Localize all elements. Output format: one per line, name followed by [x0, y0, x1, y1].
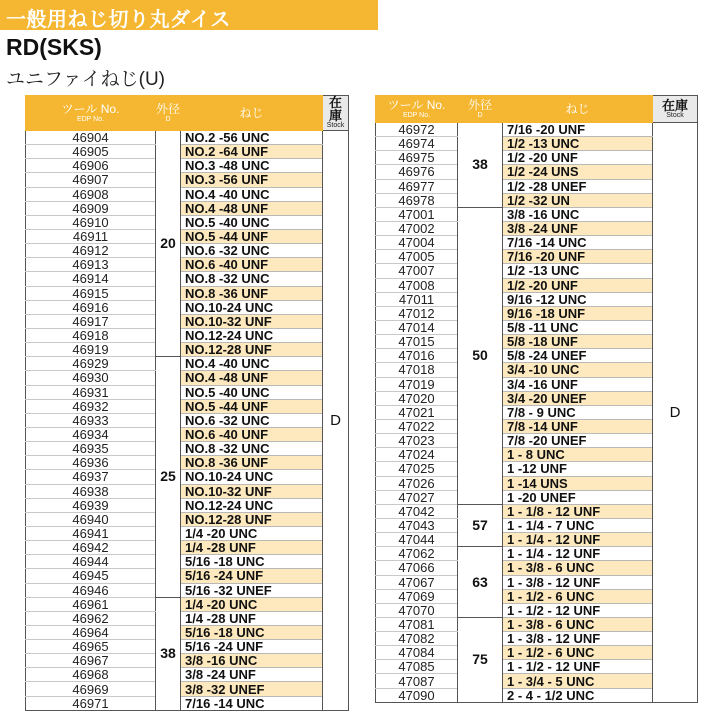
thread-spec: 1 - 1/4 - 12 UNF [503, 533, 653, 547]
thread-spec: NO.3 -56 UNF [181, 173, 323, 187]
table-row [26, 173, 349, 187]
edp-number: 46939 [26, 498, 156, 512]
thread-spec: NO.8 -32 UNC [181, 442, 323, 456]
spec-table-left [25, 95, 349, 711]
thread-spec: NO.10-32 UNF [181, 314, 323, 328]
edp-number: 47026 [376, 476, 458, 490]
thread-spec: 3/4 -16 UNF [503, 377, 653, 391]
diameter-value: 63 [458, 547, 503, 618]
banner-title: 一般用ねじ切り丸ダイス [6, 9, 231, 31]
edp-number: 46946 [26, 583, 156, 597]
edp-number: 47004 [376, 236, 458, 250]
table-row [376, 547, 698, 561]
table-row [376, 179, 698, 193]
edp-number: 46968 [26, 668, 156, 682]
table-row [26, 244, 349, 258]
edp-number: 47081 [376, 617, 458, 631]
thread-spec: 1 - 1/4 - 7 UNC [503, 518, 653, 532]
thread-spec: NO.10-32 UNF [181, 484, 323, 498]
table-row [26, 159, 349, 173]
table-row [376, 688, 698, 702]
table-row [376, 193, 698, 207]
table-row [376, 165, 698, 179]
edp-number: 46976 [376, 165, 458, 179]
edp-number: 46961 [26, 597, 156, 611]
edp-number: 46904 [26, 131, 156, 145]
edp-number: 47069 [376, 589, 458, 603]
table-row [376, 575, 698, 589]
edp-number: 46936 [26, 456, 156, 470]
table-row [26, 229, 349, 243]
thread-spec: 3/4 -10 UNC [503, 363, 653, 377]
thread-spec: 1/2 -20 UNF [503, 151, 653, 165]
edp-number: 46945 [26, 569, 156, 583]
edp-number: 47067 [376, 575, 458, 589]
table-row [376, 533, 698, 547]
edp-number: 46913 [26, 258, 156, 272]
edp-number: 47008 [376, 278, 458, 292]
edp-number: 46964 [26, 625, 156, 639]
thread-spec: 5/8 -18 UNF [503, 335, 653, 349]
edp-number: 46967 [26, 654, 156, 668]
edp-number: 47002 [376, 221, 458, 235]
thread-spec: 3/8 -24 UNF [503, 221, 653, 235]
thread-spec: 7/16 -14 UNC [181, 696, 323, 710]
edp-number: 47021 [376, 405, 458, 419]
thread-spec: NO.6 -32 UNC [181, 244, 323, 258]
thread-spec: NO.8 -36 UNF [181, 286, 323, 300]
edp-number: 47044 [376, 533, 458, 547]
edp-number: 46962 [26, 611, 156, 625]
table-row [376, 674, 698, 688]
table-row [376, 518, 698, 532]
edp-number: 47082 [376, 632, 458, 646]
table-row [376, 589, 698, 603]
diameter-value: 38 [156, 597, 181, 710]
thread-spec: 1 - 3/4 - 5 UNC [503, 674, 653, 688]
thread-spec: 7/8 - 9 UNC [503, 405, 653, 419]
table-row [376, 490, 698, 504]
edp-number: 46965 [26, 640, 156, 654]
table-row [26, 456, 349, 470]
table-row [26, 442, 349, 456]
thread-spec: NO.6 -40 UNF [181, 258, 323, 272]
table-row [376, 363, 698, 377]
table-row [376, 335, 698, 349]
thread-spec: 1/2 -20 UNF [503, 278, 653, 292]
thread-spec: 1/2 -32 UN [503, 193, 653, 207]
edp-number: 47012 [376, 306, 458, 320]
thread-spec: 1/4 -28 UNF [181, 541, 323, 555]
edp-number: 47025 [376, 462, 458, 476]
edp-number: 46942 [26, 541, 156, 555]
edp-number: 47023 [376, 434, 458, 448]
thread-spec: 1 - 1/2 - 6 UNC [503, 589, 653, 603]
thread-spec: 7/16 -20 UNF [503, 123, 653, 137]
table-row [376, 320, 698, 334]
thread-spec: 3/8 -32 UNEF [181, 682, 323, 696]
thread-spec: 1/2 -13 UNC [503, 264, 653, 278]
table-row [376, 434, 698, 448]
edp-number: 46937 [26, 470, 156, 484]
table-row [26, 131, 349, 145]
table-row [26, 215, 349, 229]
column-header-thread: ねじ [181, 96, 323, 131]
diameter-value: 75 [458, 617, 503, 702]
thread-spec: 1/4 -28 UNF [181, 611, 323, 625]
edp-number: 47024 [376, 448, 458, 462]
table-row [26, 526, 349, 540]
column-header-edp: ツール No. EDP No. [26, 96, 156, 131]
table-row [376, 561, 698, 575]
table-row [376, 137, 698, 151]
thread-spec: NO.3 -48 UNC [181, 159, 323, 173]
table-row [26, 668, 349, 682]
thread-spec: NO.12-24 UNC [181, 498, 323, 512]
table-row [26, 597, 349, 611]
edp-number: 47018 [376, 363, 458, 377]
edp-number: 47085 [376, 660, 458, 674]
table-row [26, 328, 349, 342]
table-row [26, 625, 349, 639]
edp-number: 46910 [26, 215, 156, 229]
thread-spec: 5/16 -24 UNF [181, 640, 323, 654]
edp-number: 46917 [26, 314, 156, 328]
table-row [26, 498, 349, 512]
thread-spec: NO.12-28 UNF [181, 512, 323, 526]
thread-spec: 3/8 -24 UNF [181, 668, 323, 682]
table-row [376, 419, 698, 433]
thread-spec: NO.8 -32 UNC [181, 272, 323, 286]
edp-number: 47016 [376, 349, 458, 363]
table-row [376, 264, 698, 278]
table-row [376, 306, 698, 320]
diameter-value: 38 [458, 123, 503, 208]
thread-spec: 9/16 -18 UNF [503, 306, 653, 320]
table-row [376, 405, 698, 419]
edp-number: 46975 [376, 151, 458, 165]
diameter-value: 20 [156, 131, 181, 357]
thread-spec: 1 -20 UNEF [503, 490, 653, 504]
thread-spec: 2 - 4 - 1/2 UNC [503, 688, 653, 702]
table-row [376, 391, 698, 405]
table-row [376, 123, 698, 137]
column-header-edp: ツール No. EDP No. [376, 96, 458, 123]
edp-number: 46932 [26, 399, 156, 413]
edp-number: 47066 [376, 561, 458, 575]
edp-number: 47062 [376, 547, 458, 561]
table-row [26, 427, 349, 441]
table-row [26, 696, 349, 710]
table-row [26, 187, 349, 201]
edp-number: 47005 [376, 250, 458, 264]
table-row [376, 278, 698, 292]
edp-number: 46905 [26, 145, 156, 159]
table-row [26, 640, 349, 654]
edp-number: 46971 [26, 696, 156, 710]
thread-spec: 7/16 -14 UNC [503, 236, 653, 250]
table-row [26, 357, 349, 371]
diameter-value: 50 [458, 207, 503, 504]
table-row [26, 541, 349, 555]
edp-number: 46938 [26, 484, 156, 498]
edp-number: 46933 [26, 413, 156, 427]
edp-number: 47007 [376, 264, 458, 278]
table-row [26, 654, 349, 668]
thread-spec: 1/4 -20 UNC [181, 526, 323, 540]
stock-status: D [323, 131, 349, 711]
thread-spec: NO.4 -40 UNC [181, 357, 323, 371]
thread-spec: 1 - 3/8 - 6 UNC [503, 617, 653, 631]
edp-number: 46978 [376, 193, 458, 207]
thread-spec: 7/8 -20 UNEF [503, 434, 653, 448]
table-row [376, 349, 698, 363]
thread-spec: 1 - 8 UNC [503, 448, 653, 462]
table-row [26, 314, 349, 328]
product-model: RD(SKS) [6, 34, 102, 60]
thread-spec: NO.12-28 UNF [181, 343, 323, 357]
thread-spec: 9/16 -12 UNC [503, 292, 653, 306]
thread-spec: NO.2 -56 UNC [181, 131, 323, 145]
edp-number: 46914 [26, 272, 156, 286]
stock-status: D [653, 123, 698, 703]
table-row [26, 470, 349, 484]
thread-spec: 7/8 -14 UNF [503, 419, 653, 433]
thread-spec: NO.6 -40 UNF [181, 427, 323, 441]
thread-spec: 1 - 3/8 - 12 UNF [503, 632, 653, 646]
table-row [376, 646, 698, 660]
table-row [376, 462, 698, 476]
table-row [26, 484, 349, 498]
edp-number: 47020 [376, 391, 458, 405]
edp-number: 46931 [26, 385, 156, 399]
edp-number: 46908 [26, 187, 156, 201]
table-row [26, 371, 349, 385]
column-header-diameter: 外径 D [458, 96, 503, 123]
thread-spec: 3/4 -20 UNEF [503, 391, 653, 405]
edp-number: 46944 [26, 555, 156, 569]
table-row [26, 413, 349, 427]
edp-number: 47087 [376, 674, 458, 688]
edp-number: 47015 [376, 335, 458, 349]
edp-number: 46906 [26, 159, 156, 173]
thread-spec: NO.2 -64 UNF [181, 145, 323, 159]
thread-spec: NO.5 -40 UNC [181, 385, 323, 399]
edp-number: 47014 [376, 320, 458, 334]
edp-number: 46935 [26, 442, 156, 456]
thread-spec: 5/8 -11 UNC [503, 320, 653, 334]
table-row [376, 151, 698, 165]
spec-table-right [375, 95, 698, 703]
edp-number: 47070 [376, 603, 458, 617]
diameter-value: 25 [156, 357, 181, 597]
product-category: ユニファイねじ(U) [6, 69, 165, 90]
table-row [26, 611, 349, 625]
edp-number: 46941 [26, 526, 156, 540]
table-row [376, 660, 698, 674]
thread-spec: 5/8 -24 UNEF [503, 349, 653, 363]
table-row [376, 504, 698, 518]
thread-spec: 1/2 -13 UNC [503, 137, 653, 151]
thread-spec: 1 - 1/2 - 12 UNF [503, 660, 653, 674]
thread-spec: NO.10-24 UNC [181, 470, 323, 484]
thread-spec: 5/16 -24 UNF [181, 569, 323, 583]
thread-spec: 1 - 3/8 - 12 UNF [503, 575, 653, 589]
edp-number: 46972 [376, 123, 458, 137]
thread-spec: NO.5 -44 UNF [181, 229, 323, 243]
thread-spec: 1/4 -20 UNC [181, 597, 323, 611]
thread-spec: 5/16 -32 UNEF [181, 583, 323, 597]
table-row [26, 300, 349, 314]
thread-spec: NO.4 -48 UNF [181, 371, 323, 385]
edp-number: 46930 [26, 371, 156, 385]
edp-number: 46974 [376, 137, 458, 151]
thread-spec: NO.5 -40 UNC [181, 215, 323, 229]
table-row [26, 201, 349, 215]
table-row [376, 617, 698, 631]
edp-number: 47027 [376, 490, 458, 504]
column-header-thread: ねじ [503, 96, 653, 123]
thread-spec: 1 - 1/4 - 12 UNF [503, 547, 653, 561]
edp-number: 46909 [26, 201, 156, 215]
edp-number: 46915 [26, 286, 156, 300]
edp-number: 47019 [376, 377, 458, 391]
table-row [26, 682, 349, 696]
thread-spec: 1 - 1/2 - 6 UNC [503, 646, 653, 660]
column-header-stock: 在庫 Stock [323, 96, 349, 131]
column-header-stock: 在庫 Stock [653, 96, 698, 123]
table-row [26, 385, 349, 399]
thread-spec: NO.12-24 UNC [181, 328, 323, 342]
thread-spec: 5/16 -18 UNC [181, 555, 323, 569]
table-row [376, 476, 698, 490]
edp-number: 46911 [26, 229, 156, 243]
edp-number: 46934 [26, 427, 156, 441]
table-row [376, 221, 698, 235]
thread-spec: NO.6 -32 UNC [181, 413, 323, 427]
thread-spec: 3/8 -16 UNC [181, 654, 323, 668]
edp-number: 46916 [26, 300, 156, 314]
table-row [376, 250, 698, 264]
table-row [26, 512, 349, 526]
table-row [26, 145, 349, 159]
table-row [26, 555, 349, 569]
edp-number: 47043 [376, 518, 458, 532]
diameter-value: 57 [458, 504, 503, 546]
edp-number: 46977 [376, 179, 458, 193]
edp-number: 47011 [376, 292, 458, 306]
edp-number: 47042 [376, 504, 458, 518]
edp-number: 46919 [26, 343, 156, 357]
table-row [376, 236, 698, 250]
column-header-diameter: 外径 D [156, 96, 181, 131]
table-row [26, 569, 349, 583]
thread-spec: 1/2 -28 UNEF [503, 179, 653, 193]
thread-spec: 1 - 1/2 - 12 UNF [503, 603, 653, 617]
table-row [376, 207, 698, 221]
edp-number: 46969 [26, 682, 156, 696]
table-row [26, 272, 349, 286]
table-row [26, 399, 349, 413]
thread-spec: 1/2 -24 UNS [503, 165, 653, 179]
table-row [376, 292, 698, 306]
thread-spec: 5/16 -18 UNC [181, 625, 323, 639]
edp-number: 46907 [26, 173, 156, 187]
edp-number: 46929 [26, 357, 156, 371]
thread-spec: NO.10-24 UNC [181, 300, 323, 314]
catalog-banner [0, 0, 378, 30]
edp-number: 46940 [26, 512, 156, 526]
thread-spec: 7/16 -20 UNF [503, 250, 653, 264]
thread-spec: NO.4 -48 UNF [181, 201, 323, 215]
edp-number: 46918 [26, 328, 156, 342]
table-row [376, 603, 698, 617]
table-row [376, 448, 698, 462]
edp-number: 46912 [26, 244, 156, 258]
thread-spec: NO.5 -44 UNF [181, 399, 323, 413]
table-row [26, 258, 349, 272]
table-row [26, 583, 349, 597]
edp-number: 47001 [376, 207, 458, 221]
thread-spec: NO.8 -36 UNF [181, 456, 323, 470]
edp-number: 47022 [376, 419, 458, 433]
table-row [26, 286, 349, 300]
thread-spec: NO.4 -40 UNC [181, 187, 323, 201]
table-row [376, 377, 698, 391]
table-row [26, 343, 349, 357]
thread-spec: 1 -14 UNS [503, 476, 653, 490]
thread-spec: 3/8 -16 UNC [503, 207, 653, 221]
thread-spec: 1 - 1/8 - 12 UNF [503, 504, 653, 518]
table-row [376, 632, 698, 646]
thread-spec: 1 - 3/8 - 6 UNC [503, 561, 653, 575]
edp-number: 47084 [376, 646, 458, 660]
thread-spec: 1 -12 UNF [503, 462, 653, 476]
edp-number: 47090 [376, 688, 458, 702]
